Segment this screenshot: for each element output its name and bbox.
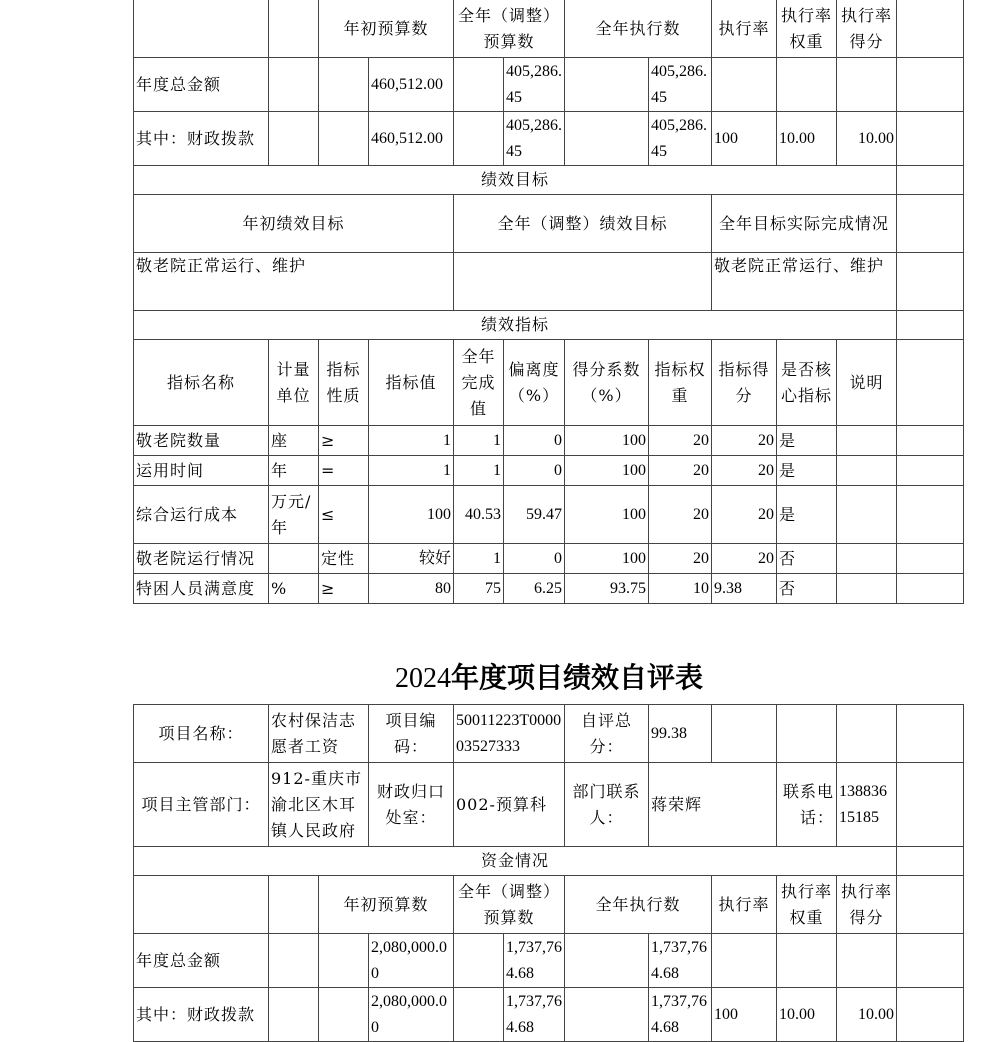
header-rate-weight: 执行率权重 [777,876,837,934]
indicator-row [134,486,964,544]
ind-value: 较好 [369,544,454,574]
funds-score [837,58,897,112]
ind-header-weight: 指标权重 [649,340,712,426]
goals-actual: 敬老院正常运行、维护 [712,253,897,311]
funds-row-fiscal [134,988,964,1042]
bottom-evaluation-table [133,704,964,1042]
ind-unit: % [269,574,319,604]
funds-blank [565,988,649,1042]
goals-title-row [134,166,964,195]
ind-deviation: 0 [504,456,565,486]
header-adjusted-budget: 全年（调整）预算数 [454,876,565,934]
ind-header-completion: 全年完成值 [454,340,504,426]
self-score: 99.38 [649,705,712,763]
funds-score [837,934,897,988]
row-blank [897,195,964,253]
info-blank [897,705,964,763]
title-text: 年度项目绩效自评表 [450,661,703,694]
funds-adjusted: 405,286.45 [504,112,565,166]
ind-deviation: 0 [504,426,565,456]
ind-core: 否 [777,544,837,574]
info-blank [777,705,837,763]
indicator-row [134,574,964,604]
header-rate-score: 执行率得分 [837,0,897,58]
ind-header-nature: 指标性质 [319,340,369,426]
row-blank [897,311,964,340]
indicator-row [134,544,964,574]
page-title [0,658,1000,699]
funds-header-blank [134,876,269,934]
ind-value: 1 [369,426,454,456]
header-rate-score: 执行率得分 [837,876,897,934]
funds-header-row [134,0,964,58]
contact: 蒋荣辉 [649,763,777,847]
ind-header-unit: 计量单位 [269,340,319,426]
header-rate-weight: 执行率权重 [777,0,837,58]
ind-coefficient: 100 [565,486,649,544]
ind-value: 80 [369,574,454,604]
ind-name: 综合运行成本 [134,486,269,544]
ind-note [837,426,897,456]
funds-score: 10.00 [837,112,897,166]
ind-note [837,574,897,604]
funds-executed: 405,286.45 [649,112,712,166]
ind-value: 1 [369,456,454,486]
ind-header-score: 指标得分 [712,340,777,426]
ind-unit: 年 [269,456,319,486]
funds-adjusted: 1,737,764.68 [504,934,565,988]
ind-nature: ≥ [319,426,369,456]
funds-blank [897,934,964,988]
funds-row-total [134,934,964,988]
ind-note [837,544,897,574]
goals-adjusted [454,253,712,311]
ind-header-value: 指标值 [369,340,454,426]
ind-completion: 40.53 [454,486,504,544]
row-blank [897,574,964,604]
ind-unit [269,544,319,574]
funds-rate: 100 [712,988,777,1042]
funds-row-total [134,58,964,112]
funds-header-blank [897,876,964,934]
funds-rate [712,58,777,112]
funds-weight [777,58,837,112]
row-blank [897,340,964,426]
goals-initial: 敬老院正常运行、维护 [134,253,454,311]
ind-coefficient: 100 [565,426,649,456]
goals-title: 绩效目标 [134,166,897,195]
funds-initial: 460,512.00 [369,58,454,112]
ind-core: 是 [777,456,837,486]
funds-adjusted: 405,286.45 [504,58,565,112]
info-blank [712,705,777,763]
funds-initial: 460,512.00 [369,112,454,166]
ind-completion: 75 [454,574,504,604]
ind-nature: = [319,456,369,486]
project-name: 农村保洁志愿者工资 [269,705,369,763]
title-year: 2024 [394,663,451,694]
ind-completion: 1 [454,456,504,486]
finance: 002-预算科 [454,763,565,847]
project-code: 50011223T000003527333 [454,705,565,763]
funds-weight: 10.00 [777,112,837,166]
ind-score: 20 [712,544,777,574]
info-blank [897,763,964,847]
funds-blank [319,58,369,112]
ind-deviation: 0 [504,544,565,574]
ind-unit: 万元/年 [269,486,319,544]
ind-unit: 座 [269,426,319,456]
phone-label: 联系电话： [777,763,837,847]
ind-name: 特困人员满意度 [134,574,269,604]
funds-blank [565,934,649,988]
funds-blank [269,934,319,988]
ind-core: 否 [777,574,837,604]
row-blank [897,456,964,486]
funds-blank [897,112,964,166]
contact-label: 部门联系人： [565,763,649,847]
ind-weight: 20 [649,456,712,486]
finance-label: 财政归口处室： [369,763,454,847]
row-blank [897,426,964,456]
funds-score: 10.00 [837,988,897,1042]
ind-header-name: 指标名称 [134,340,269,426]
ind-name: 敬老院运行情况 [134,544,269,574]
funds-blank [454,58,504,112]
ind-header-core: 是否核心指标 [777,340,837,426]
funds-weight: 10.00 [777,988,837,1042]
ind-weight: 20 [649,544,712,574]
project-name-label: 项目名称： [134,705,269,763]
funds-blank [565,112,649,166]
goals-header-row [134,195,964,253]
project-info-row [134,705,964,763]
indicator-header-row [134,340,964,426]
dept: 912-重庆市渝北区木耳镇人民政府 [269,763,369,847]
funds-executed: 1,737,764.68 [649,934,712,988]
ind-score: 20 [712,486,777,544]
ind-core: 是 [777,426,837,456]
funds-header-blank [897,0,964,58]
funds-row-fiscal [134,112,964,166]
row-blank [897,486,964,544]
ind-weight: 20 [649,486,712,544]
funds-blank [269,112,319,166]
funds-label: 其中：财政拨款 [134,112,269,166]
goals-content-row [134,253,964,311]
header-annual-execution: 全年执行数 [565,876,712,934]
indicator-row [134,426,964,456]
row-blank [897,166,964,195]
header-annual-execution: 全年执行数 [565,0,712,58]
ind-coefficient: 93.75 [565,574,649,604]
self-score-label: 自评总分： [565,705,649,763]
ind-coefficient: 100 [565,456,649,486]
funds-blank [319,988,369,1042]
funds-header-row [134,876,964,934]
funds-label: 年度总金额 [134,58,269,112]
ind-note [837,456,897,486]
info-blank [837,705,897,763]
funds-blank [319,112,369,166]
goals-header-actual: 全年目标实际完成情况 [712,195,897,253]
funds-title-row [134,847,964,876]
funds-title: 资金情况 [134,847,897,876]
ind-header-coefficient: 得分系数（%） [565,340,649,426]
row-blank [897,544,964,574]
ind-note [837,486,897,544]
goals-header-adjusted: 全年（调整）绩效目标 [454,195,712,253]
ind-value: 100 [369,486,454,544]
funds-blank [565,58,649,112]
funds-header-blank [134,0,269,58]
ind-name: 运用时间 [134,456,269,486]
header-execution-rate: 执行率 [712,0,777,58]
funds-executed: 1,737,764.68 [649,988,712,1042]
ind-header-note: 说明 [837,340,897,426]
goals-header-initial: 年初绩效目标 [134,195,454,253]
funds-label: 年度总金额 [134,934,269,988]
ind-nature: ≤ [319,486,369,544]
ind-completion: 1 [454,544,504,574]
dept-label: 项目主管部门： [134,763,269,847]
ind-weight: 20 [649,426,712,456]
funds-blank [897,988,964,1042]
ind-score: 9.38 [712,574,777,604]
row-blank [897,847,964,876]
funds-label: 其中：财政拨款 [134,988,269,1042]
project-code-label: 项目编码： [369,705,454,763]
header-execution-rate: 执行率 [712,876,777,934]
funds-adjusted: 1,737,764.68 [504,988,565,1042]
funds-header-blank [269,876,319,934]
funds-blank [897,58,964,112]
funds-blank [269,58,319,112]
ind-score: 20 [712,426,777,456]
funds-blank [319,934,369,988]
ind-coefficient: 100 [565,544,649,574]
phone: 13883615185 [837,763,897,847]
ind-name: 敬老院数量 [134,426,269,456]
funds-blank [454,988,504,1042]
row-blank [897,253,964,311]
funds-blank [269,988,319,1042]
ind-deviation: 6.25 [504,574,565,604]
ind-nature: ≥ [319,574,369,604]
funds-blank [454,112,504,166]
header-initial-budget: 年初预算数 [319,0,454,58]
funds-executed: 405,286.45 [649,58,712,112]
funds-initial: 2,080,000.00 [369,988,454,1042]
ind-header-deviation: 偏离度（%） [504,340,565,426]
funds-initial: 2,080,000.00 [369,934,454,988]
header-initial-budget: 年初预算数 [319,876,454,934]
funds-rate [712,934,777,988]
ind-weight: 10 [649,574,712,604]
top-evaluation-table [133,0,964,604]
ind-deviation: 59.47 [504,486,565,544]
ind-score: 20 [712,456,777,486]
ind-completion: 1 [454,426,504,456]
funds-rate: 100 [712,112,777,166]
indicators-title: 绩效指标 [134,311,897,340]
funds-header-blank [269,0,319,58]
department-info-row [134,763,964,847]
indicator-row [134,456,964,486]
ind-core: 是 [777,486,837,544]
indicators-title-row [134,311,964,340]
funds-weight [777,934,837,988]
ind-nature: 定性 [319,544,369,574]
header-adjusted-budget: 全年（调整）预算数 [454,0,565,58]
funds-blank [454,934,504,988]
